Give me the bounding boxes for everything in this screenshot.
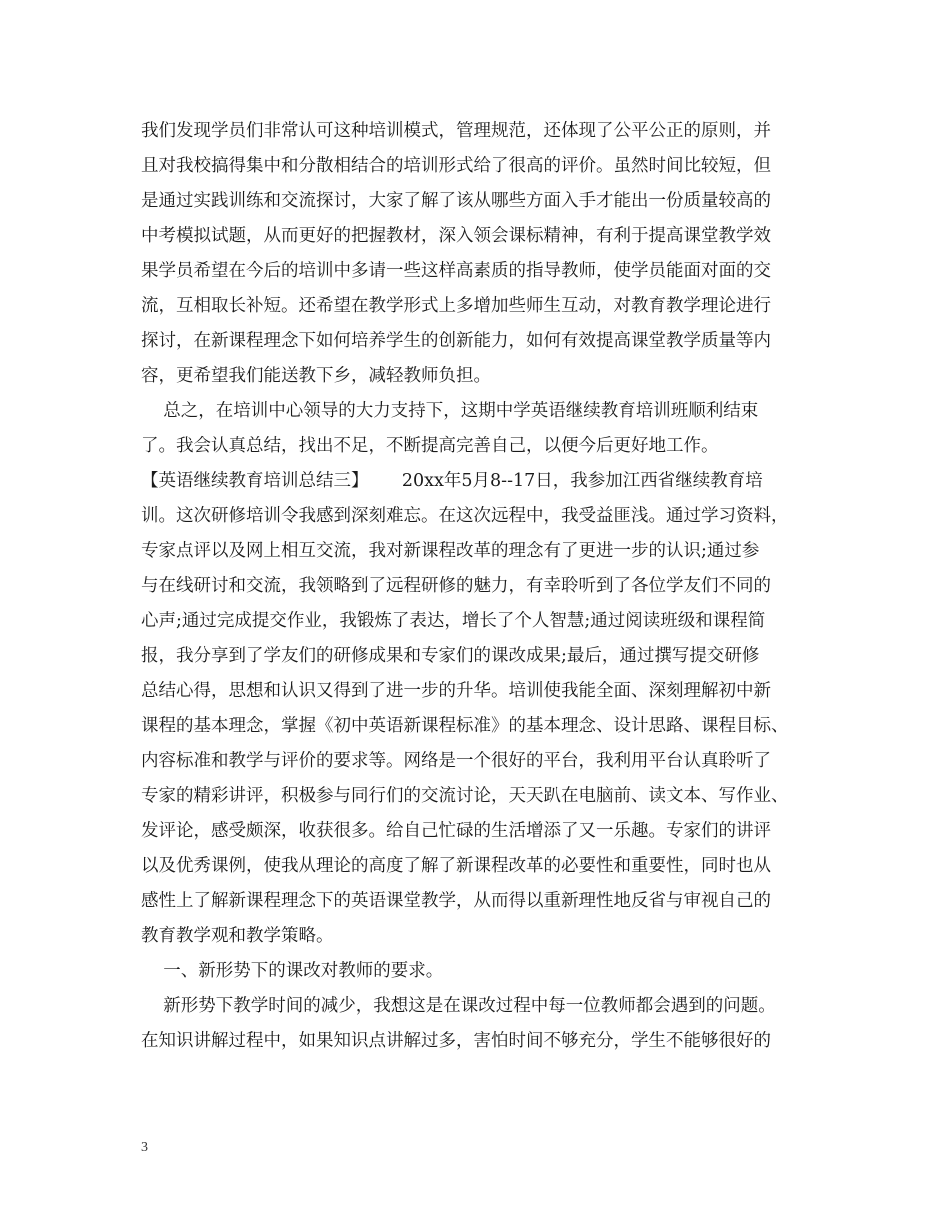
text-line: 中考模拟试题，从而更好的把握教材，深入领会课标精神，有利于提高课堂教学效 — [141, 226, 771, 246]
text-line: 容，更希望我们能送教下乡，减轻教师负担。 — [141, 366, 491, 386]
text-line: 发评论，感受颇深，收获很多。给自己忙碌的生活增添了又一乐趣。专家们的讲评 — [141, 821, 771, 841]
text-line: 总之，在培训中心领导的大力支持下，这期中学英语继续教育培训班顺利结束 — [141, 401, 759, 421]
body-text — [141, 114, 813, 1059]
text-line: 果学员希望在今后的培训中多请一些这样高素质的指导教师，使学员能面对面的交 — [141, 261, 771, 281]
text-line: 了。我会认真总结，找出不足，不断提高完善自己，以便今后更好地工作。 — [141, 436, 719, 456]
text-line: 课程的基本理念，掌握《初中英语新课程标准》的基本理念、设计思路、课程目标、 — [141, 716, 789, 736]
text-line: 我们发现学员们非常认可这种培训模式，管理规范，还体现了公平公正的原则，并 — [141, 121, 771, 141]
text-line: 在知识讲解过程中，如果知识点讲解过多，害怕时间不够充分，学生不能够很好的 — [141, 1031, 771, 1051]
text-line: 新形势下教学时间的减少，我想这是在课改过程中每一位教师都会遇到的问题。 — [141, 996, 776, 1016]
text-line: 一、新形势下的课改对教师的要求。 — [141, 961, 444, 981]
text-line: 与在线研讨和交流，我领略到了远程研修的魅力，有幸聆听到了各位学友们不同的 — [141, 576, 771, 596]
page-number: 3 — [141, 1140, 148, 1155]
text-line: 专家的精彩讲评，积极参与同行们的交流讨论，天天趴在电脑前、读文本、写作业、 — [141, 786, 789, 806]
text-line: 报，我分享到了学友们的研修成果和专家们的课改成果;最后，通过撰写提交研修 — [141, 646, 760, 666]
text-line: 总结心得，思想和认识又得到了进一步的升华。培训使我能全面、深刻理解初中新 — [141, 681, 771, 701]
text-line: 探讨，在新课程理念下如何培养学生的创新能力，如何有效提高课堂教学质量等内 — [141, 331, 771, 351]
text-line: 【英语继续教育培训总结三】 20xx年5月8--17日，我参加江西省继续教育培 — [141, 471, 763, 491]
text-line: 且对我校搞得集中和分散相结合的培训形式给了很高的评价。虽然时间比较短，但 — [141, 156, 771, 176]
text-line: 流，互相取长补短。还希望在教学形式上多增加些师生互动，对教育教学理论进行 — [141, 296, 771, 316]
text-line: 是通过实践训练和交流探讨，大家了解了该从哪些方面入手才能出一份质量较高的 — [141, 191, 771, 211]
text-line: 教育教学观和教学策略。 — [141, 926, 334, 946]
text-line: 训。这次研修培训令我感到深刻难忘。在这次远程中，我受益匪浅。通过学习资料， — [141, 506, 789, 526]
text-line: 内容标准和教学与评价的要求等。网络是一个很好的平台，我利用平台认真聆听了 — [141, 751, 771, 771]
text-line: 感性上了解新课程理念下的英语课堂教学，从而得以重新理性地反省与审视自己的 — [141, 891, 771, 911]
text-line: 心声;通过完成提交作业，我锻炼了表达，增长了个人智慧;通过阅读班级和课程简 — [141, 611, 766, 631]
text-line: 以及优秀课例，使我从理论的高度了解了新课程改革的必要性和重要性，同时也从 — [141, 856, 771, 876]
text-line: 专家点评以及网上相互交流，我对新课程改革的理念有了更进一步的认识;通过参 — [141, 541, 760, 561]
